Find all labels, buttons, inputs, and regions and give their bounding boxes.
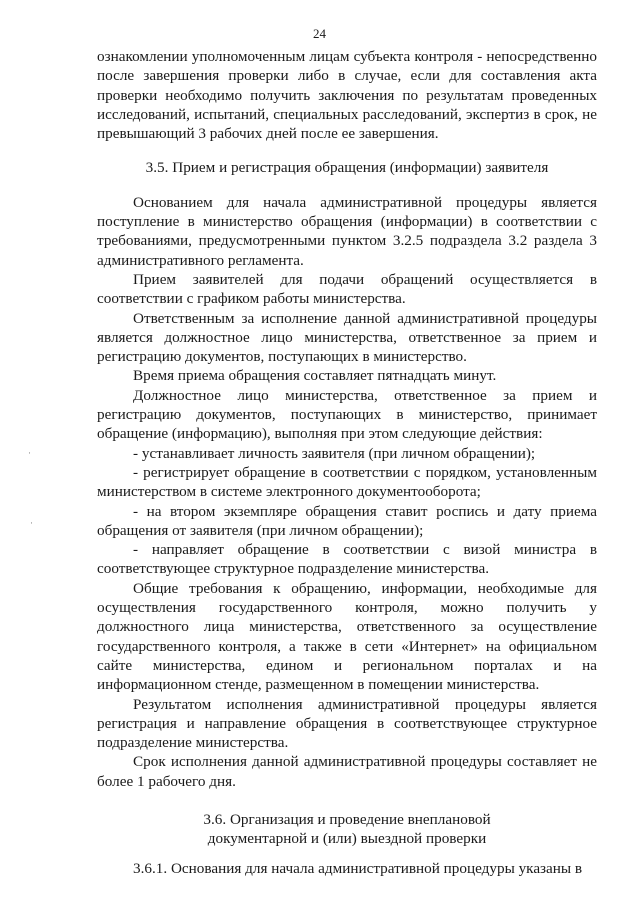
paragraph: Ответственным за исполнение данной административной процедуры является должностное лицо министерства, ответственное за прием и регистрацию документов, поступающих в министерство. (97, 309, 597, 366)
paragraph: Общие требования к обращению, информации, необходимые для осуществления государственного контроля, можно получить у должностного лица министерства, ответственного за осуществление государственного контроля, а также в сети «Интернет» на официальном сайте министерства, едином и региональном порталах и на информационном стенде, размещенном в помещении министерства. (97, 579, 597, 694)
scan-mark: · (28, 448, 31, 458)
page-number: 24 (313, 26, 326, 41)
list-item: - устанавливает личность заявителя (при личном обращении); (133, 444, 536, 462)
section-heading-line: документарной и (или) выездной проверки (207, 830, 487, 848)
paragraph: Срок исполнения данной административной процедуры составляет не более 1 рабочего дня. (97, 753, 597, 790)
list-item: - на втором экземпляре обращения ставит роспись и дату приема обращения от заявителя (при личном обращении); (97, 502, 597, 539)
paragraph: 3.6.1. Основания для начала административной процедуры указаны в (133, 859, 583, 877)
list-item: - направляет обращение в соответствии с визой министра в соответствующее структурное подразделение министерства. (97, 541, 597, 578)
paragraph: Время приема обращения составляет пятнадцать минут. (133, 367, 497, 385)
section-heading-line: 3.6. Организация и проведение внеплановой (203, 810, 491, 828)
paragraph: Результатом исполнения административной процедуры является регистрация и направление обращения в соответствующее структурное подразделение министерства. (97, 695, 597, 752)
paragraph: ознакомлении уполномоченным лицам субъекта контроля - непосредственно после завершения проверки либо в случае, если для составления акта проверки необходимо получить заключения по результатам проведенных исследований, испытаний, специальных расследований, экспертиз в срок, не превышающий 3 рабочих дней после ее завершения. (97, 48, 597, 143)
paragraph: Основанием для начала административной процедуры является поступление в министерство обращения (информации) в соответствии с требованиями, предусмотренными пунктом 3.2.5 подраздела 3.2 раздела 3 административного регламента. (97, 193, 597, 269)
list-item: - регистрирует обращение в соответствии с порядком, установленным министерством в системе электронного документооборота; (97, 463, 597, 501)
paragraph: Прием заявителей для подачи обращений осуществляется в соответствии с графиком работы министерства. (97, 270, 597, 308)
paragraph: Должностное лицо министерства, ответственное за прием и регистрацию документов, поступающих в министерство, принимает обращение (информацию), выполняя при этом следующие действия: (97, 386, 597, 443)
section-heading (97, 810, 597, 849)
scan-mark: · (30, 518, 33, 528)
section-heading: 3.5. Прием и регистрация обращения (информации) заявителя (145, 159, 549, 177)
document-body (97, 47, 597, 878)
